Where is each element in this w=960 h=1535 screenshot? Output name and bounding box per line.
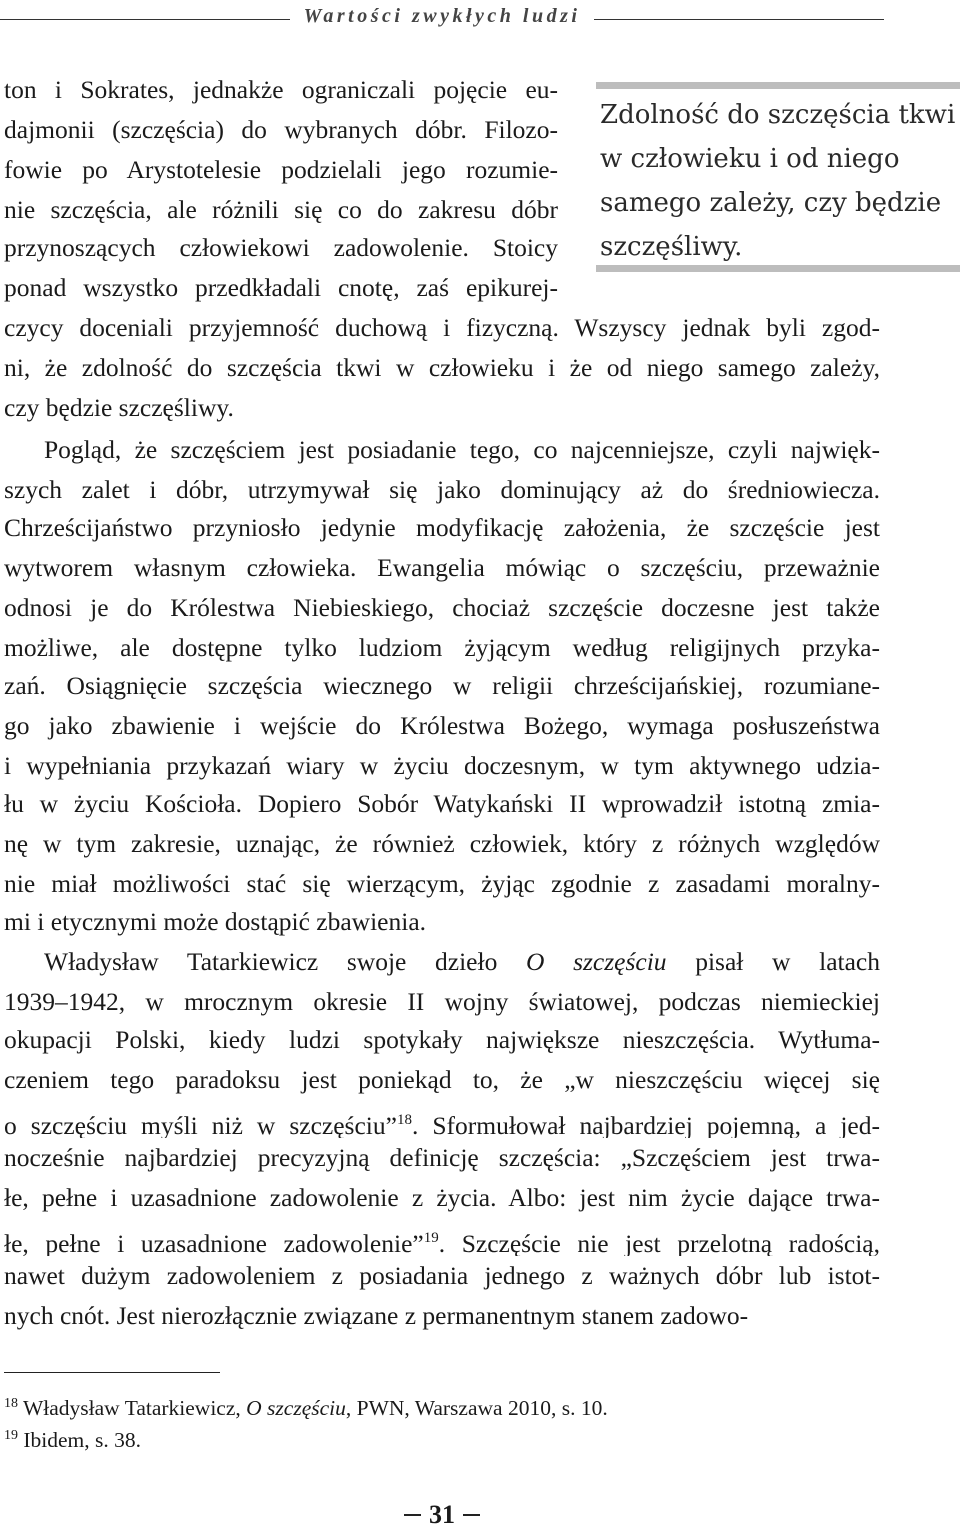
text-line xyxy=(4,472,880,508)
text-line xyxy=(4,230,558,266)
footnote-reference: 18 xyxy=(4,1396,18,1411)
text-line xyxy=(4,1220,880,1256)
text-segment: , PWN, Warszawa 2010, s. 10. xyxy=(345,1396,608,1420)
italic-title: O szczęściu xyxy=(526,947,667,976)
running-header-title: Wartości zwykłych ludzi xyxy=(303,4,581,27)
text-segment: mi i etycznymi może dostąpić zbawienia. xyxy=(4,907,427,936)
header-rule-right xyxy=(594,19,884,20)
text-line xyxy=(4,904,426,940)
text-line xyxy=(4,668,880,704)
text-line xyxy=(4,786,880,822)
text-segment: . Sformułował najbardziej pojemną, a jed- xyxy=(411,1111,880,1138)
text-segment: nę w tym zakresie, uznając, że również człowiek, który z różnych względów xyxy=(4,829,880,858)
text-segment: ni, że zdolność do szczęścia tkwi w człowieku i że od niego samego zależy, xyxy=(4,353,880,382)
text-segment: możliwe, ale dostępne tylko ludziom żyjącym według religijnych przyka- xyxy=(4,633,880,662)
text-line xyxy=(4,826,880,862)
text-line xyxy=(44,432,880,468)
text-segment: czeniem tego paradoksu jest poniekąd to, że „w nieszczęściu więcej się xyxy=(4,1065,880,1094)
text-line xyxy=(4,1140,880,1176)
text-line xyxy=(4,510,880,546)
text-line xyxy=(4,310,880,346)
text-line xyxy=(4,748,880,784)
text-line xyxy=(4,550,880,586)
text-segment: o szczęściu myśli niż w szczęściu” xyxy=(4,1111,397,1138)
text-segment: Władysław Tatarkiewicz, xyxy=(18,1396,247,1420)
text-segment: Chrześcijaństwo przyniosło jedynie modyfikację założenia, że szczęście jest xyxy=(4,513,880,542)
italic-title: O szczęściu xyxy=(246,1396,346,1420)
text-segment: łe, pełne i uzasadnione zadowolenie z życia. Albo: jest nim życie dające trwa- xyxy=(4,1183,880,1212)
text-line xyxy=(4,1062,880,1098)
page-number-value: 31 xyxy=(429,1500,455,1529)
text-segment: ton i Sokrates, jednakże ograniczali pojęcie eu- xyxy=(4,75,558,104)
footnote xyxy=(4,1390,608,1422)
text-segment: łe, pełne i uzasadnione zadowolenie” xyxy=(4,1229,424,1256)
text-line xyxy=(4,1258,880,1294)
text-segment: nie miał możliwości stać się wierzącym, żyjąc zgodnie z zasadami moralny- xyxy=(4,869,880,898)
header-rule-left xyxy=(0,19,290,20)
footnote xyxy=(4,1422,141,1454)
text-segment: go jako zbawienie i wejście do Królestwa Bożego, wymaga posłuszeństwa xyxy=(4,711,880,740)
text-segment: odnosi je do Królestwa Niebieskiego, chociaż szczęście doczesne jest także xyxy=(4,593,880,622)
text-line xyxy=(4,390,234,426)
page-number xyxy=(396,1495,488,1535)
text-segment: wytworem własnym człowieka. Ewangelia mówiąc o szczęściu, przeważnie xyxy=(4,553,880,582)
text-line xyxy=(4,630,880,666)
text-segment: nych cnót. Jest nierozłącznie związane z permanentnym stanem zadowo- xyxy=(4,1301,749,1330)
text-line xyxy=(4,72,558,108)
text-line xyxy=(4,350,880,386)
text-segment: 1939–1942, w mrocznym okresie II wojny światowej, podczas niemieckiej xyxy=(4,987,880,1016)
text-segment: Ibidem, s. 38. xyxy=(18,1428,142,1452)
text-line xyxy=(4,192,558,228)
text-segment: . Szczęście nie jest przelotną radością, xyxy=(438,1229,880,1256)
running-header xyxy=(0,0,884,32)
text-segment: łu w życiu Kościoła. Dopiero Sobór Watykański II wprowadził istotną zmia- xyxy=(4,789,880,818)
text-line xyxy=(4,1022,880,1058)
text-line xyxy=(4,708,880,744)
pull-quote-line: Zdolność do szczęścia tkwi xyxy=(600,100,956,130)
text-segment: czycy doceniali przyjemność duchową i fizyczną. Wszyscy jednak byli zgod- xyxy=(4,313,880,342)
text-segment: nawet dużym zadowoleniem z posiadania jednego z ważnych dóbr lub istot- xyxy=(4,1261,880,1290)
text-segment: dajmonii (szczęścia) do wybranych dóbr. Filozo- xyxy=(4,115,558,144)
footnote-separator xyxy=(4,1372,220,1373)
text-segment: pisał w latach xyxy=(666,947,880,976)
footnote-reference: 19 xyxy=(423,1230,439,1246)
pull-quote-line: w człowieku i od niego xyxy=(600,144,900,174)
text-segment: ponad wszystko przedkładali cnotę, zaś epikurej- xyxy=(4,273,558,302)
text-line xyxy=(4,1180,880,1216)
text-line xyxy=(4,112,558,148)
page-number-dash-right xyxy=(463,1514,480,1516)
text-segment: nocześnie najbardziej precyzyjną definicję szczęścia: „Szczęściem jest trwa- xyxy=(4,1143,880,1172)
page-number-dash-left xyxy=(404,1514,421,1516)
text-line xyxy=(4,866,880,902)
text-line xyxy=(4,1298,748,1334)
text-segment: fowie po Arystotelesie podzielali jego rozumie- xyxy=(4,155,558,184)
text-line xyxy=(4,152,558,188)
text-segment: i wypełniania przykazań wiary w życiu doczesnym, w tym aktywnego udzia- xyxy=(4,751,880,780)
text-segment: Pogląd, że szczęściem jest posiadanie tego, co najcenniejsze, czyli najwięk- xyxy=(44,435,880,464)
text-segment: czy będzie szczęśliwy. xyxy=(4,393,234,422)
text-segment: nie szczęścia, ale różnili się co do zakresu dóbr xyxy=(4,195,558,224)
pull-quote xyxy=(596,82,960,272)
text-segment: Władysław Tatarkiewicz swoje dzieło xyxy=(44,947,526,976)
text-line xyxy=(4,590,880,626)
text-segment: okupacji Polski, kiedy ludzi spotykały największe nieszczęścia. Wytłuma- xyxy=(4,1025,880,1054)
text-segment: zań. Osiągnięcie szczęścia wiecznego w religii chrześcijańskiej, rozumiane- xyxy=(4,671,880,700)
text-line xyxy=(4,984,880,1020)
text-segment: szych zalet i dóbr, utrzymywał się jako dominujący aż do średniowiecza. xyxy=(4,475,880,504)
text-line xyxy=(44,944,880,980)
footnote-reference: 18 xyxy=(396,1112,412,1128)
text-line xyxy=(4,1102,880,1138)
footnote-reference: 19 xyxy=(4,1428,18,1443)
text-segment: przynoszących człowiekowi zadowolenie. Stoicy xyxy=(4,233,558,262)
pull-quote-line: samego zależy, czy będzie xyxy=(600,188,942,218)
pull-quote-line: szczęśliwy. xyxy=(600,232,743,262)
text-line xyxy=(4,270,558,306)
